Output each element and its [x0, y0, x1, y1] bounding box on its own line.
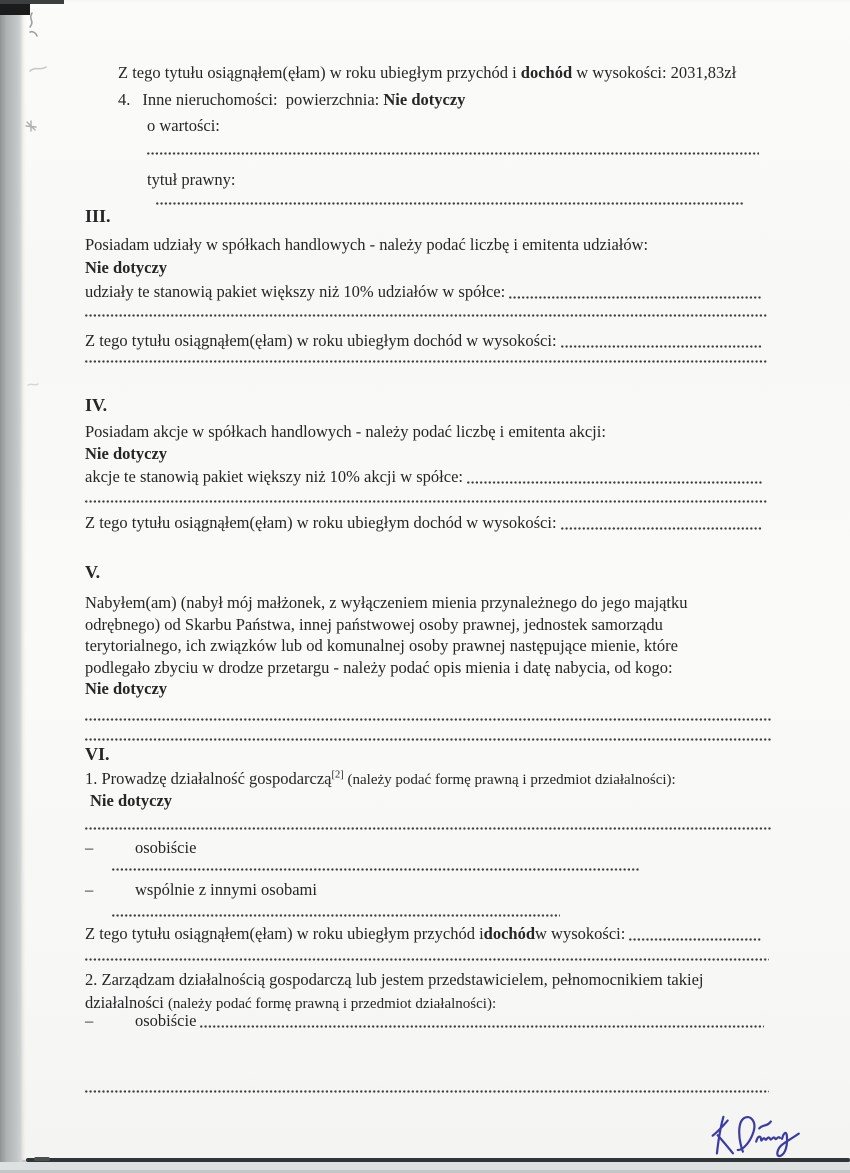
section-v-heading: V. [85, 562, 101, 582]
section-v-para-line: terytorialnego, ich związków lub od komunalnej osoby prawnej następujące mienie, które [85, 636, 678, 656]
scan-artifact-smudge [28, 62, 48, 81]
o-wartosci-label: o wartości: [147, 116, 220, 135]
dotted-leader [467, 481, 762, 484]
scan-top-edge-shadow [0, 0, 64, 4]
income-line [118, 63, 736, 83]
dotted-line [147, 152, 759, 155]
dotted-leader [561, 527, 762, 530]
section-iii-line3 [85, 331, 765, 351]
section-vi-item2 [85, 969, 704, 1015]
section-vi-income-post: w wysokości: [535, 924, 626, 943]
section-v-para-line: Nabyłem(am) (nabył mój małżonek, z wyłączeniem mienia przynależnego do jego majątku [85, 593, 688, 612]
section-iv-heading: IV. [85, 395, 108, 415]
scan-artifact-star [24, 120, 38, 139]
dotted-line [156, 202, 744, 205]
income-line-bold: dochód [520, 63, 573, 82]
section-vi-item2-line1: 2. Zarządzam działalnością gospodarczą lub jestem przedstawicielem, pełnomocnikiem takiej [85, 970, 704, 989]
income-line-pre: Z tego tytułu osiągnąłem(ęłam) w roku ubiegłym przychód i [118, 63, 521, 82]
section-v-para-line: podlegało zbyciu w drodze przetargu - należy podać opis mienia i datę nabycia, od kogo: [85, 657, 673, 677]
section-vi-item2-line2-pre: działalności [85, 992, 168, 1012]
section-vi-dash-item-osobiscie-2 [85, 1011, 767, 1031]
section-vi-item2-line2-small: (należy podać formę prawną i przedmiot działalności): [167, 995, 497, 1012]
section-vi-nie-dotyczy: Nie dotyczy [90, 791, 173, 810]
section-iv-line3 [85, 513, 765, 533]
section-vi-dash-item-wspolnie [85, 880, 317, 900]
section-v-nie-dotyczy: Nie dotyczy [85, 679, 168, 698]
dotted-line [85, 360, 767, 363]
section-iii-nie-dotyczy: Nie dotyczy [85, 258, 168, 277]
dash-marker: – [85, 1011, 94, 1030]
section-v-para-line: odrębnego) od Skarbu Państwa, innej państwowej osoby prawnej, jednostek samorządu [85, 614, 663, 634]
scan-artifact-mark [24, 10, 46, 49]
section-vi-dash-item-osobiscie [85, 838, 196, 858]
dash-marker: – [85, 880, 94, 899]
dash-marker: – [85, 838, 94, 857]
dotted-leader [200, 1025, 764, 1028]
section-vi-item1 [85, 769, 676, 790]
dotted-leader [629, 938, 762, 941]
document-page [20, 0, 850, 1160]
dotted-leader [561, 345, 762, 348]
section-iii-line1: Posiadam udziały w spółkach handlowych - należy podać liczbę i emitenta udziałów: [85, 235, 649, 254]
tytul-prawny-label: tytuł prawny: [147, 170, 236, 189]
section-iii-line2-text: udziały te stanowią pakiet większy niż 10% udziałów w spółce: [85, 282, 506, 301]
section-iii-line2 [85, 282, 765, 302]
scan-corner-mark [34, 1157, 50, 1161]
dotted-line [85, 718, 772, 721]
section-iii-heading: III. [85, 206, 111, 226]
section-vi-income-line [85, 924, 765, 944]
section-iv-line2-text: akcje te stanowią pakiet większy niż 10% akcji w spółce: [85, 467, 463, 486]
dotted-line [85, 314, 767, 317]
section-iv-line1: Posiadam akcje w spółkach handlowych - należy podać liczbę i emitenta akcji: [85, 422, 606, 441]
section-iv-line2 [85, 467, 765, 487]
item-4-text: Inne nieruchomości: powierzchnia: [142, 90, 384, 109]
section-vi-item1-pre: 1. Prowadzę działalność gospodarczą [85, 769, 332, 788]
section-vi-income-bold: dochód [483, 924, 536, 943]
section-vi-item1-post: (należy podać formę prawną i przedmiot działalności): [343, 772, 676, 788]
dotted-line [85, 958, 769, 961]
section-iii-line3-text: Z tego tytułu osiągnąłem(ęłam) w roku ubiegłym dochód w wysokości: [85, 331, 557, 350]
dotted-line [85, 1090, 769, 1093]
income-line-post: w wysokości: 2031,83zł [572, 63, 737, 82]
footnote-marker: [2] [331, 769, 344, 781]
item-4-line [118, 90, 465, 110]
osobiscie-label: osobiście [135, 1011, 197, 1030]
scanner-edge-strip [0, 0, 22, 1170]
dotted-line [85, 500, 767, 503]
section-iv-line3-text: Z tego tytułu osiągnąłem(ęłam) w roku ubiegłym dochód w wysokości: [85, 513, 557, 532]
scanner-bottom-strip [0, 1162, 850, 1170]
dotted-leader [509, 296, 762, 299]
dotted-line [85, 738, 772, 741]
osobiscie-label: osobiście [135, 838, 197, 857]
section-iv-nie-dotyczy: Nie dotyczy [85, 444, 168, 463]
item-4-number: 4. [118, 90, 131, 109]
section-vi-heading: VI. [85, 744, 110, 764]
dotted-line [112, 868, 640, 871]
scan-artifact-dash [26, 376, 40, 394]
dotted-line [85, 827, 772, 830]
section-v-paragraph [85, 592, 687, 678]
wspolnie-label: wspólnie z innymi osobami [135, 880, 317, 899]
section-vi-income-pre: Z tego tytułu osiągnąłem(ęłam) w roku ubiegłym przychód i [85, 924, 484, 943]
dotted-line [112, 914, 560, 917]
item-4-value: Nie dotyczy [383, 90, 466, 109]
